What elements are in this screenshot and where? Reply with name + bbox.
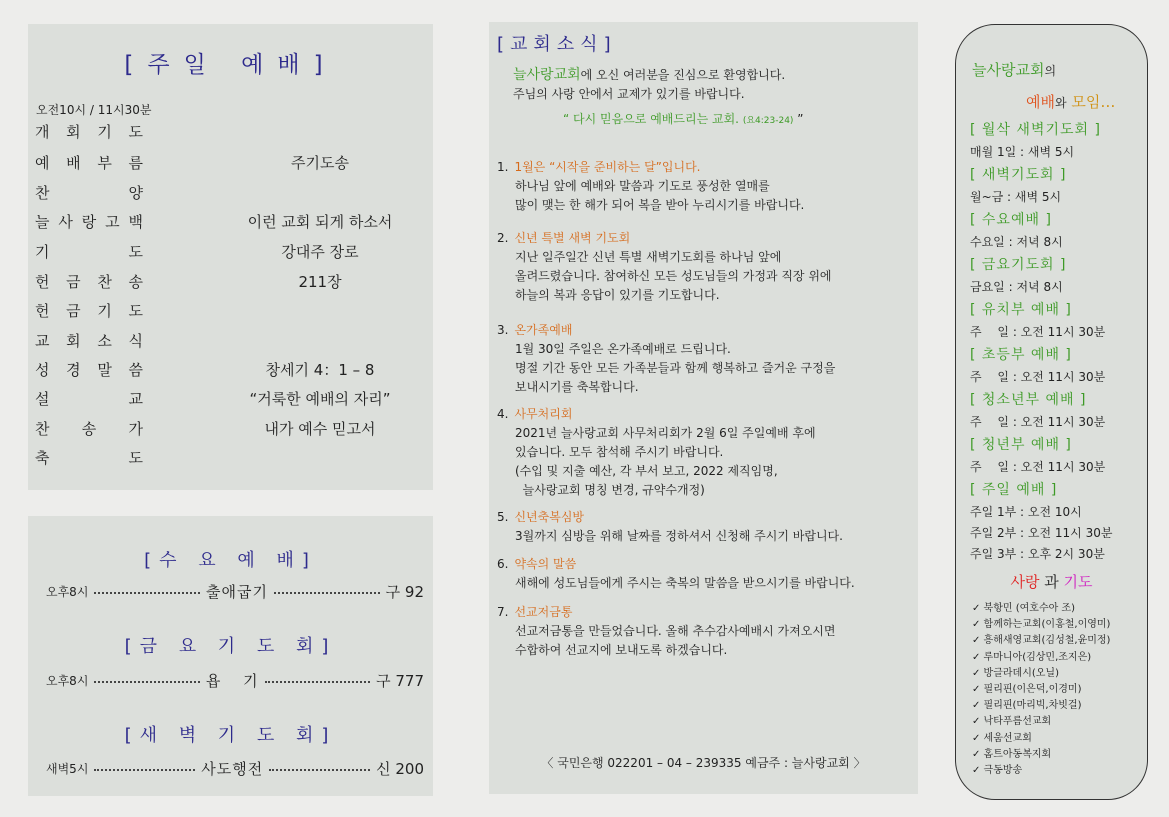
dot-leader	[94, 681, 199, 683]
news-item	[497, 555, 913, 593]
service-row	[35, 330, 425, 354]
news-item-line: 지난 일주일간 신년 특별 새벽기도회를 하나님 앞에	[515, 250, 782, 264]
dot-leader	[269, 769, 370, 771]
schedule-time: 월~금 : 새벽 5시	[970, 190, 1062, 204]
church-name: 늘사랑교회	[513, 67, 581, 83]
schedule-time: 금요일 : 저녁 8시	[970, 280, 1063, 294]
schedule-heading: [ 유치부 예배 ]	[970, 302, 1072, 318]
prayer-item: ✓ 함께하는교회(이홍철,이영미)	[972, 619, 1111, 631]
news-item-title: 사무처리회	[514, 407, 573, 421]
prayer-item: ✓ 북항민 (여호수아 조)	[972, 603, 1075, 614]
service-label: 늘 사 랑 고 백	[35, 213, 143, 231]
news-item-line: (수입 및 지출 예산, 각 부서 보고, 2022 제직임명,	[515, 464, 778, 478]
service-row	[35, 447, 425, 471]
schedule-time: 주일 1부 : 오전 10시	[970, 505, 1082, 519]
news-item-line: 늘사랑교회 명칭 변경, 규약수개정)	[515, 483, 705, 497]
prayer-item: ✓ 필리핀(마리빅,차빗걸)	[972, 700, 1082, 712]
news-item-line: 명절 기간 동안 모든 가족분들과 함께 행복하고 즐거운 구정을	[515, 361, 836, 375]
news-item-line: 수합하여 선교지에 보내도록 하겠습니다.	[515, 643, 728, 657]
service-row	[35, 388, 425, 412]
schedule-time: 주 일 : 오전 11시 30분	[970, 325, 1106, 339]
side-church-suffix: 의	[1044, 64, 1057, 78]
news-item-title: 선교저금통	[514, 605, 573, 619]
schedule-time: 주 일 : 오전 11시 30분	[970, 460, 1106, 474]
welcome-text: 에 오신 여러분을 진심으로 환영합니다.	[580, 68, 786, 82]
service-value: 이런 교회 되게 하소서	[247, 213, 393, 231]
news-item-heading	[497, 555, 913, 574]
schedule-heading: [ 새벽기도회 ]	[970, 167, 1067, 183]
news-item-line: 보내시기를 축복합니다.	[515, 380, 639, 394]
schedule-heading: [ 청년부 예배 ]	[970, 437, 1072, 453]
schedule-time: 주일 2부 : 오전 11시 30분	[970, 526, 1113, 540]
prayer-and-word: 과	[1044, 573, 1059, 591]
dawn-passage: 사도행전	[201, 759, 264, 778]
news-item-heading	[497, 405, 913, 424]
worship-and-meetings	[1026, 91, 1115, 112]
news-item-line: 3월까지 심방을 위해 날짜를 정하셔서 신청해 주시기 바랍니다.	[515, 529, 843, 543]
news-title: [교회소식]	[497, 34, 617, 55]
schedule-heading: [ 월삭 새벽기도회 ]	[970, 122, 1101, 138]
motto-ref: (요4:23-24)	[742, 116, 794, 126]
news-item-title: 온가족예배	[514, 323, 573, 337]
prayer-item: ✓ 흥해새영교회(김성철,윤미정)	[972, 635, 1111, 647]
schedule-heading: [ 금요기도회 ]	[970, 257, 1067, 273]
schedule-time: 매월 1일 : 새벽 5시	[970, 145, 1075, 159]
news-item	[497, 405, 913, 500]
prayer-item: ✓ 필리핀(이은덕,이경미)	[972, 684, 1082, 695]
service-row	[35, 300, 425, 324]
news-item	[497, 158, 913, 215]
service-value: 강대주 장로	[281, 243, 359, 261]
worship-word: 예배	[1026, 93, 1055, 111]
service-label: 교 회 소 식	[35, 332, 143, 350]
friday-title: [금 요 기 도 회]	[124, 636, 337, 657]
news-item-heading	[497, 229, 913, 248]
sunday-service-panel	[28, 24, 433, 490]
dawn-hymn: 신 200	[376, 759, 424, 778]
dot-leader	[265, 681, 370, 683]
news-item-number: 7.	[497, 605, 509, 619]
news-item-line: 많이 맺는 한 해가 되어 복을 받아 누리시기를 바랍니다.	[515, 198, 805, 212]
church-news-panel	[489, 22, 918, 794]
news-item-line: 새해에 성도님들에게 주시는 축복의 말씀을 받으시기를 바랍니다.	[515, 576, 855, 590]
service-value: 내가 예수 믿고서	[264, 420, 376, 438]
news-item-number: 5.	[497, 510, 509, 524]
wednesday-row	[46, 581, 424, 601]
friday-passage: 욥 기	[205, 671, 259, 690]
side-church-label: 늘사랑교회	[972, 61, 1045, 79]
bank-account: 〈 국민은행 022201 – 04 – 239335 예금주 : 늘사랑교회 〉	[541, 756, 866, 770]
friday-time: 오후8시	[46, 673, 89, 688]
news-item-number: 4.	[497, 407, 509, 421]
and-word: 와	[1054, 96, 1067, 110]
schedule-time: 수요일 : 저녁 8시	[970, 235, 1063, 249]
schedule-time: 주 일 : 오전 11시 30분	[970, 415, 1106, 429]
news-item-heading	[497, 508, 913, 527]
schedule-time: 주 일 : 오전 11시 30분	[970, 370, 1106, 384]
service-label: 설 교	[35, 390, 143, 408]
news-item-title: 신년축복심방	[514, 510, 585, 524]
dot-leader	[274, 592, 380, 594]
prayer-item: ✓ 세움선교회	[972, 732, 1032, 744]
news-item-line: 선교저금통을 만들었습니다. 올해 추수감사예배시 가져오시면	[515, 624, 836, 638]
dot-leader	[94, 592, 200, 594]
sunday-title: [주일 예배]	[124, 52, 337, 78]
service-value: 211장	[298, 273, 342, 291]
news-item-heading	[497, 158, 913, 177]
dawn-row	[46, 758, 424, 778]
prayer-title	[956, 571, 1147, 592]
wednesday-title: [수 요 예 배]	[144, 550, 317, 571]
wednesday-time: 오후8시	[46, 584, 89, 599]
news-item	[497, 508, 913, 546]
love-word: 사랑	[1010, 573, 1040, 591]
news-item-heading	[497, 321, 913, 340]
service-label: 개 회 기 도	[35, 123, 143, 141]
schedule-heading: [ 수요예배 ]	[970, 212, 1052, 228]
motto-end: ”	[793, 112, 804, 126]
side-church-name	[972, 59, 1056, 80]
prayer-item: ✓ 방글라데시(오닐)	[972, 667, 1059, 679]
dawn-title: [새 벽 기 도 회]	[124, 725, 337, 746]
wednesday-passage: 출애굽기	[206, 582, 269, 601]
prayer-item: ✓ 루마니아(김상민,조지은)	[972, 651, 1092, 663]
news-item-heading	[497, 603, 913, 622]
news-item	[497, 603, 913, 660]
dawn-time: 새벽5시	[46, 761, 89, 776]
schedule-heading: [ 초등부 예배 ]	[970, 347, 1072, 363]
news-item-title: 약속의 말씀	[514, 557, 577, 571]
service-label: 축 도	[35, 449, 143, 467]
service-row	[35, 211, 425, 235]
service-label: 찬 양	[35, 184, 143, 202]
prayer-item: ✓ 극동방송	[972, 765, 1023, 776]
news-item-line: 2021년 늘사랑교회 사무처리회가 2월 6일 주일예배 후에	[515, 426, 816, 440]
welcome-line-2: 주님의 사랑 안에서 교제가 있기를 바랍니다.	[513, 87, 745, 101]
schedule-time: 주일 3부 : 오후 2시 30분	[970, 547, 1105, 561]
service-label: 성 경 말 씀	[35, 361, 143, 379]
service-value: 주기도송	[291, 154, 349, 172]
news-item-title: 1월은 “시작을 준비하는 달”입니다.	[514, 160, 701, 174]
service-row	[35, 121, 425, 145]
service-label: 찬 송 가	[35, 420, 143, 438]
service-row	[35, 152, 425, 176]
service-label: 헌 금 기 도	[35, 302, 143, 320]
service-value: 창세기 4：1 – 8	[265, 361, 375, 379]
news-item-number: 3.	[497, 323, 509, 337]
schedule-heading: [ 청소년부 예배 ]	[970, 392, 1087, 408]
news-item-line: 하늘의 복과 응답이 있기를 기도합니다.	[515, 288, 720, 302]
service-row	[35, 271, 425, 295]
service-row	[35, 359, 425, 383]
motto-text: “ 다시 믿음으로 예배드리는 교회.	[563, 112, 743, 126]
wednesday-hymn: 구 92	[385, 582, 424, 601]
friday-hymn: 구 777	[376, 671, 424, 690]
schedule-panel	[955, 24, 1148, 800]
prayer-item: ✓ 낙타푸름선교회	[972, 716, 1052, 728]
welcome-line	[513, 64, 785, 84]
news-item-line: 있습니다. 모두 참석해 주시기 바랍니다.	[515, 445, 724, 459]
service-row	[35, 418, 425, 442]
news-item-number: 2.	[497, 231, 509, 245]
service-row	[35, 241, 425, 265]
news-item-number: 6.	[497, 557, 509, 571]
weekday-services-panel	[28, 516, 433, 796]
meeting-word: 모임…	[1071, 93, 1116, 111]
friday-row	[46, 670, 424, 690]
sunday-time: 오전10시 / 11시30분	[36, 103, 152, 117]
motto	[563, 110, 803, 127]
news-item-line: 올려드렸습니다. 참여하신 모든 성도님들의 가정과 직장 위에	[515, 269, 832, 283]
schedule-heading: [ 주일 예배 ]	[970, 482, 1058, 498]
news-item	[497, 321, 913, 397]
news-item-number: 1.	[497, 160, 509, 174]
dot-leader	[94, 769, 195, 771]
prayer-word: 기도	[1063, 573, 1093, 591]
service-value: “거룩한 예배의 자리”	[249, 390, 391, 408]
news-item-line: 1월 30일 주일은 온가족예배로 드립니다.	[515, 342, 731, 356]
service-label: 기 도	[35, 243, 143, 261]
service-label: 헌 금 찬 송	[35, 273, 143, 291]
prayer-item: ✓ 홈트아동복지회	[972, 748, 1052, 760]
news-item-title: 신년 특별 새벽 기도회	[514, 231, 631, 245]
news-item-line: 하나님 앞에 예배와 말씀과 기도로 풍성한 열매를	[515, 179, 770, 193]
news-item	[497, 229, 913, 305]
service-label: 예 배 부 름	[35, 154, 143, 172]
service-row	[35, 182, 425, 206]
